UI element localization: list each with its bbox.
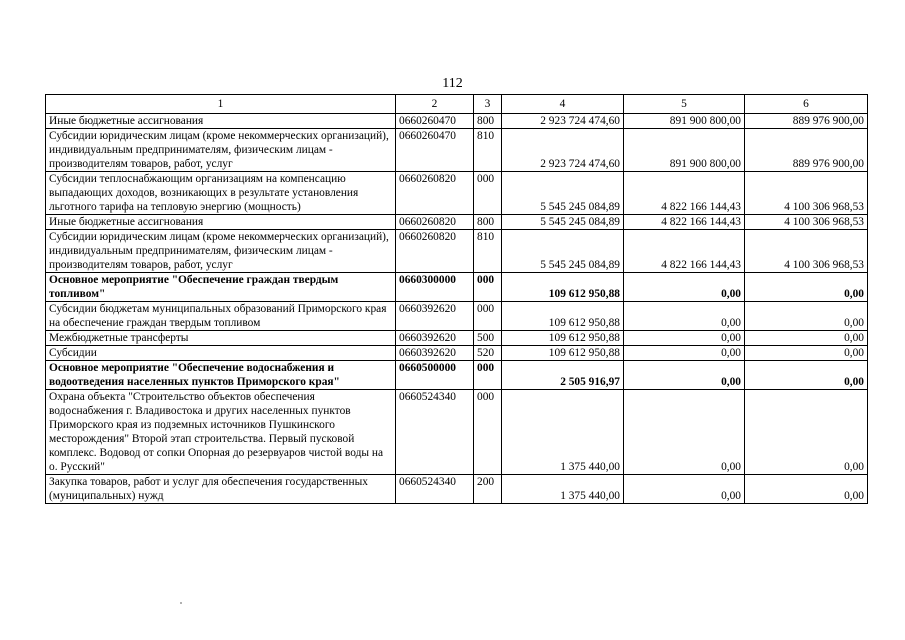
row-kind-cell: 500 — [474, 331, 502, 346]
row-value-col4-cell: 2 923 724 474,60 — [502, 114, 624, 129]
row-value-col6-cell: 4 100 306 968,53 — [745, 215, 868, 230]
row-value-col6-cell: 0,00 — [745, 331, 868, 346]
row-name-cell: Охрана объекта "Строительство объектов обеспечения водоснабжения г. Владивостока и других населенных пунктов Приморского края из подземных источников Пушкинского месторождения" Второй этап строительства. Первый пусковой комплекс. Водовод от сопки Опорная до резервуаров чистой воды на о. Русский" — [46, 390, 396, 475]
row-value-col5-cell: 0,00 — [624, 331, 745, 346]
row-name-cell: Основное мероприятие "Обеспечение водоснабжения и водоотведения населенных пунктов Приморского края" — [46, 361, 396, 390]
row-name-cell: Межбюджетные трансферты — [46, 331, 396, 346]
row-code-cell: 0660500000 — [396, 361, 474, 390]
table-row — [46, 390, 868, 475]
row-kind-cell: 000 — [474, 273, 502, 302]
row-name-cell: Иные бюджетные ассигнования — [46, 215, 396, 230]
row-name-cell: Иные бюджетные ассигнования — [46, 114, 396, 129]
row-value-col5-cell: 0,00 — [624, 390, 745, 475]
table-row — [46, 346, 868, 361]
row-kind-cell: 810 — [474, 129, 502, 172]
row-value-col6-cell: 889 976 900,00 — [745, 114, 868, 129]
row-value-col4-cell: 109 612 950,88 — [502, 273, 624, 302]
row-value-col5-cell: 4 822 166 144,43 — [624, 230, 745, 273]
row-name-cell: Субсидии теплоснабжающим организациям на компенсацию выпадающих доходов, возникающих в результате установления льготного тарифа на тепловую энергию (мощность) — [46, 172, 396, 215]
row-value-col6-cell: 4 100 306 968,53 — [745, 172, 868, 215]
column-header: 5 — [624, 95, 745, 114]
row-value-col6-cell: 4 100 306 968,53 — [745, 230, 868, 273]
row-kind-cell: 520 — [474, 346, 502, 361]
row-value-col6-cell: 0,00 — [745, 390, 868, 475]
row-code-cell: 0660392620 — [396, 302, 474, 331]
row-value-col5-cell: 0,00 — [624, 273, 745, 302]
row-name-cell: Основное мероприятие "Обеспечение граждан твердым топливом" — [46, 273, 396, 302]
row-kind-cell: 200 — [474, 475, 502, 504]
table-row — [46, 230, 868, 273]
row-value-col6-cell: 0,00 — [745, 302, 868, 331]
row-kind-cell: 000 — [474, 302, 502, 331]
row-value-col5-cell: 4 822 166 144,43 — [624, 215, 745, 230]
column-header: 2 — [396, 95, 474, 114]
row-value-col5-cell: 891 900 800,00 — [624, 129, 745, 172]
column-header: 1 — [46, 95, 396, 114]
row-value-col5-cell: 4 822 166 144,43 — [624, 172, 745, 215]
table-row — [46, 302, 868, 331]
table-row — [46, 129, 868, 172]
column-header: 4 — [502, 95, 624, 114]
row-code-cell: 0660392620 — [396, 346, 474, 361]
row-value-col4-cell: 5 545 245 084,89 — [502, 215, 624, 230]
row-value-col6-cell: 889 976 900,00 — [745, 129, 868, 172]
table-row — [46, 273, 868, 302]
row-value-col6-cell: 0,00 — [745, 475, 868, 504]
row-value-col5-cell: 0,00 — [624, 346, 745, 361]
row-value-col6-cell: 0,00 — [745, 273, 868, 302]
row-value-col4-cell: 2 505 916,97 — [502, 361, 624, 390]
header-row — [46, 95, 868, 114]
row-value-col4-cell: 109 612 950,88 — [502, 302, 624, 331]
page-number: 112 — [442, 76, 463, 91]
row-value-col4-cell: 5 545 245 084,89 — [502, 230, 624, 273]
row-value-col6-cell: 0,00 — [745, 346, 868, 361]
row-value-col4-cell: 109 612 950,88 — [502, 346, 624, 361]
table-row — [46, 114, 868, 129]
row-kind-cell: 000 — [474, 172, 502, 215]
row-value-col5-cell: 0,00 — [624, 361, 745, 390]
column-header: 6 — [745, 95, 868, 114]
row-code-cell: 0660260820 — [396, 172, 474, 215]
row-kind-cell: 800 — [474, 114, 502, 129]
row-name-cell: Субсидии юридическим лицам (кроме некоммерческих организаций), индивидуальным предпринимателям, физическим лицам - производителям товаров, работ, услуг — [46, 129, 396, 172]
row-code-cell: 0660300000 — [396, 273, 474, 302]
table-row — [46, 475, 868, 504]
row-value-col4-cell: 1 375 440,00 — [502, 475, 624, 504]
row-code-cell: 0660260470 — [396, 114, 474, 129]
row-kind-cell: 800 — [474, 215, 502, 230]
row-value-col4-cell: 1 375 440,00 — [502, 390, 624, 475]
table-row — [46, 331, 868, 346]
column-header: 3 — [474, 95, 502, 114]
row-value-col5-cell: 0,00 — [624, 475, 745, 504]
row-name-cell: Закупка товаров, работ и услуг для обеспечения государственных (муниципальных) нужд — [46, 475, 396, 504]
row-value-col5-cell: 0,00 — [624, 302, 745, 331]
table-row — [46, 361, 868, 390]
row-code-cell: 0660260820 — [396, 215, 474, 230]
table-row — [46, 215, 868, 230]
row-kind-cell: 000 — [474, 361, 502, 390]
row-value-col6-cell: 0,00 — [745, 361, 868, 390]
row-value-col4-cell: 109 612 950,88 — [502, 331, 624, 346]
row-code-cell: 0660260470 — [396, 129, 474, 172]
row-value-col4-cell: 5 545 245 084,89 — [502, 172, 624, 215]
row-code-cell: 0660260820 — [396, 230, 474, 273]
table-row — [46, 172, 868, 215]
row-code-cell: 0660524340 — [396, 475, 474, 504]
row-name-cell: Субсидии юридическим лицам (кроме некоммерческих организаций), индивидуальным предпринимателям, физическим лицам - производителям товаров, работ, услуг — [46, 230, 396, 273]
row-name-cell: Субсидии бюджетам муниципальных образований Приморского края на обеспечение граждан твердым топливом — [46, 302, 396, 331]
row-kind-cell: 810 — [474, 230, 502, 273]
row-code-cell: 0660392620 — [396, 331, 474, 346]
row-code-cell: 0660524340 — [396, 390, 474, 475]
row-value-col4-cell: 2 923 724 474,60 — [502, 129, 624, 172]
budget-table — [45, 94, 868, 504]
row-name-cell: Субсидии — [46, 346, 396, 361]
scan-speck — [180, 602, 182, 604]
row-kind-cell: 000 — [474, 390, 502, 475]
row-value-col5-cell: 891 900 800,00 — [624, 114, 745, 129]
